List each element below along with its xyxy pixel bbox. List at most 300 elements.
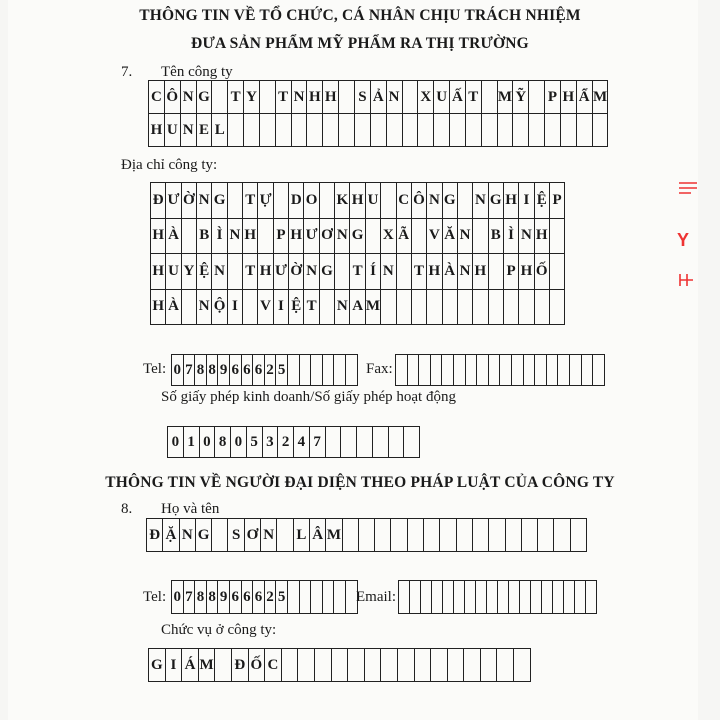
char-cell[interactable]: I (274, 290, 289, 326)
char-cell[interactable]: Ẩ (577, 81, 593, 114)
char-cell[interactable] (482, 114, 498, 147)
char-cell[interactable] (514, 649, 531, 682)
char-cell[interactable] (341, 427, 357, 458)
char-cell[interactable] (542, 581, 553, 614)
char-cell[interactable] (487, 581, 498, 614)
char-cell[interactable]: N (473, 183, 488, 219)
char-cell[interactable] (458, 183, 473, 219)
char-cell[interactable] (335, 254, 350, 290)
char-cell[interactable] (547, 355, 559, 386)
char-cell[interactable] (531, 581, 542, 614)
char-cell[interactable] (355, 114, 371, 147)
char-cell[interactable]: T (350, 254, 365, 290)
char-cell[interactable]: Ư (304, 219, 319, 255)
char-cell[interactable] (323, 355, 335, 386)
char-cell[interactable]: Y (182, 254, 197, 290)
char-cell[interactable] (513, 114, 529, 147)
char-cell[interactable]: Ỹ (513, 81, 529, 114)
char-cell[interactable]: 8 (207, 581, 219, 614)
char-cell[interactable] (228, 183, 243, 219)
char-cell[interactable]: Đ (151, 183, 166, 219)
char-cell[interactable]: 9 (218, 581, 230, 614)
char-cell[interactable]: 9 (218, 355, 230, 386)
char-cell[interactable] (575, 581, 586, 614)
char-cell[interactable]: H (243, 219, 258, 255)
char-cell[interactable]: Đ (232, 649, 249, 682)
char-cell[interactable]: H (323, 81, 339, 114)
char-cell[interactable]: N (427, 183, 442, 219)
char-cell[interactable] (243, 290, 258, 326)
char-cell[interactable] (500, 355, 512, 386)
char-cell[interactable] (473, 290, 488, 326)
char-cell[interactable]: C (397, 183, 412, 219)
char-cell[interactable]: P (550, 183, 565, 219)
char-cell[interactable]: Ư (274, 254, 289, 290)
char-cell[interactable]: P (274, 219, 289, 255)
char-cell[interactable]: Ờ (182, 183, 197, 219)
char-cell[interactable] (276, 114, 292, 147)
char-cell[interactable] (288, 581, 300, 614)
char-cell[interactable] (182, 219, 197, 255)
char-cell[interactable]: M (199, 649, 216, 682)
char-cell[interactable] (371, 114, 387, 147)
char-cell[interactable] (365, 649, 382, 682)
char-cell[interactable] (571, 519, 587, 552)
char-cell[interactable]: H (258, 254, 273, 290)
char-cell[interactable]: T (243, 254, 258, 290)
char-cell[interactable]: À (166, 290, 181, 326)
char-cell[interactable] (320, 290, 335, 326)
char-cell[interactable]: N (180, 519, 196, 552)
char-cell[interactable] (391, 519, 407, 552)
char-cell[interactable] (529, 81, 545, 114)
char-cell[interactable]: 0 (200, 427, 216, 458)
char-cell[interactable] (582, 355, 594, 386)
char-cell[interactable]: M (326, 519, 342, 552)
char-cell[interactable] (320, 183, 335, 219)
char-cell[interactable]: H (307, 81, 323, 114)
char-cell[interactable] (228, 114, 244, 147)
char-cell[interactable]: G (196, 519, 212, 552)
char-cell[interactable] (477, 355, 489, 386)
char-cell[interactable] (343, 519, 359, 552)
char-cell[interactable] (476, 581, 487, 614)
char-cell[interactable] (457, 519, 473, 552)
char-cell[interactable] (260, 81, 276, 114)
char-cell[interactable]: M (498, 81, 514, 114)
char-cell[interactable] (387, 114, 403, 147)
char-cell[interactable]: 2 (265, 581, 277, 614)
char-cell[interactable]: Ô (412, 183, 427, 219)
char-cell[interactable]: Ì (212, 219, 227, 255)
char-cell[interactable]: 8 (207, 355, 219, 386)
char-cell[interactable] (570, 355, 582, 386)
char-cell[interactable]: N (335, 290, 350, 326)
char-cell[interactable] (561, 114, 577, 147)
char-cell[interactable]: N (197, 183, 212, 219)
char-cell[interactable]: 0 (168, 427, 184, 458)
char-cell[interactable]: 8 (195, 581, 207, 614)
char-cell[interactable] (408, 355, 420, 386)
char-cell[interactable] (519, 290, 534, 326)
char-cell[interactable] (464, 649, 481, 682)
char-cell[interactable]: N (458, 254, 473, 290)
char-cell[interactable] (524, 355, 536, 386)
char-cell[interactable]: 7 (184, 355, 196, 386)
char-cell[interactable]: 6 (242, 355, 254, 386)
char-cell[interactable] (212, 81, 228, 114)
char-cell[interactable] (346, 355, 358, 386)
char-cell[interactable]: G (212, 183, 227, 219)
char-cell[interactable]: N (304, 254, 319, 290)
char-cell[interactable]: Ă (443, 219, 458, 255)
char-cell[interactable] (300, 581, 312, 614)
char-cell[interactable]: O (304, 183, 319, 219)
char-cell[interactable]: Đ (147, 519, 163, 552)
char-cell[interactable] (182, 290, 197, 326)
char-cell[interactable]: Ả (371, 81, 387, 114)
char-cell[interactable]: D (289, 183, 304, 219)
char-cell[interactable]: H (519, 254, 534, 290)
char-cell[interactable] (228, 254, 243, 290)
char-cell[interactable]: N (212, 254, 227, 290)
char-cell[interactable] (412, 290, 427, 326)
char-cell[interactable] (357, 427, 373, 458)
char-cell[interactable]: C (265, 649, 282, 682)
char-cell[interactable] (348, 649, 365, 682)
char-cell[interactable]: N (197, 290, 212, 326)
char-cell[interactable]: Ã (397, 219, 412, 255)
char-cell[interactable] (339, 81, 355, 114)
char-cell[interactable]: N (181, 81, 197, 114)
char-cell[interactable]: 7 (310, 427, 326, 458)
char-cell[interactable]: S (355, 81, 371, 114)
char-cell[interactable] (473, 219, 488, 255)
representative-email-grid (398, 580, 597, 614)
char-cell[interactable] (212, 519, 228, 552)
char-cell[interactable]: T (412, 254, 427, 290)
char-cell[interactable]: L (212, 114, 228, 147)
char-cell[interactable]: V (258, 290, 273, 326)
char-cell[interactable] (260, 114, 276, 147)
char-cell[interactable]: 2 (278, 427, 294, 458)
char-cell[interactable]: T (276, 81, 292, 114)
char-cell[interactable]: X (418, 81, 434, 114)
char-cell[interactable]: I (228, 290, 243, 326)
char-cell[interactable]: À (443, 254, 458, 290)
char-cell[interactable] (473, 519, 489, 552)
char-cell[interactable] (431, 649, 448, 682)
char-cell[interactable] (535, 290, 550, 326)
char-cell[interactable]: Ố (249, 649, 266, 682)
char-cell[interactable]: H (151, 290, 166, 326)
char-cell[interactable]: T (466, 81, 482, 114)
char-cell[interactable]: E (197, 114, 213, 147)
char-cell[interactable] (300, 355, 312, 386)
char-cell[interactable] (443, 581, 454, 614)
char-cell[interactable] (415, 649, 432, 682)
char-cell[interactable]: P (504, 254, 519, 290)
char-cell[interactable] (506, 519, 522, 552)
char-cell[interactable]: Ờ (289, 254, 304, 290)
char-cell[interactable] (323, 581, 335, 614)
char-cell[interactable] (520, 581, 531, 614)
char-cell[interactable]: 5 (276, 355, 288, 386)
char-cell[interactable] (323, 114, 339, 147)
char-cell[interactable]: G (350, 219, 365, 255)
char-cell[interactable]: I (519, 183, 534, 219)
char-cell[interactable]: Á (182, 649, 199, 682)
char-cell[interactable] (412, 219, 427, 255)
char-cell[interactable]: H (289, 219, 304, 255)
char-cell[interactable]: Ệ (535, 183, 550, 219)
char-cell[interactable]: 6 (230, 355, 242, 386)
char-cell[interactable]: Ộ (212, 290, 227, 326)
char-cell[interactable]: G (197, 81, 213, 114)
char-cell[interactable] (398, 649, 415, 682)
char-cell[interactable] (489, 290, 504, 326)
char-cell[interactable] (311, 355, 323, 386)
char-cell[interactable] (593, 355, 605, 386)
char-cell[interactable]: Y (244, 81, 260, 114)
char-cell[interactable] (397, 254, 412, 290)
char-cell[interactable] (504, 290, 519, 326)
char-cell[interactable]: B (489, 219, 504, 255)
char-cell[interactable]: 6 (230, 581, 242, 614)
char-cell[interactable] (403, 81, 419, 114)
char-cell[interactable]: 0 (172, 581, 184, 614)
char-cell[interactable]: H (427, 254, 442, 290)
char-cell[interactable]: M (593, 81, 609, 114)
char-cell[interactable] (489, 254, 504, 290)
char-cell[interactable]: H (151, 254, 166, 290)
char-cell[interactable] (381, 290, 396, 326)
char-cell[interactable] (498, 581, 509, 614)
char-cell[interactable]: Ơ (245, 519, 261, 552)
char-cell[interactable] (577, 114, 593, 147)
char-cell[interactable]: B (197, 219, 212, 255)
char-cell[interactable]: Ặ (163, 519, 179, 552)
char-cell[interactable]: N (228, 219, 243, 255)
char-cell[interactable]: H (151, 219, 166, 255)
char-cell[interactable] (292, 114, 308, 147)
char-cell[interactable]: 0 (231, 427, 247, 458)
char-cell[interactable] (311, 581, 323, 614)
char-cell[interactable] (442, 355, 454, 386)
char-cell[interactable]: 6 (242, 581, 254, 614)
char-cell[interactable]: H (561, 81, 577, 114)
char-cell[interactable]: H (504, 183, 519, 219)
char-cell[interactable]: 2 (265, 355, 277, 386)
char-cell[interactable] (522, 519, 538, 552)
char-cell[interactable] (359, 519, 375, 552)
char-cell[interactable]: T (304, 290, 319, 326)
char-cell[interactable] (307, 114, 323, 147)
char-cell[interactable]: N (387, 81, 403, 114)
char-cell[interactable] (454, 355, 466, 386)
char-cell[interactable] (466, 355, 478, 386)
char-cell[interactable] (334, 355, 346, 386)
char-cell[interactable] (421, 581, 432, 614)
char-cell[interactable]: N (519, 219, 534, 255)
char-cell[interactable]: 0 (172, 355, 184, 386)
char-cell[interactable] (326, 427, 342, 458)
char-cell[interactable] (381, 649, 398, 682)
char-cell[interactable] (277, 519, 293, 552)
char-cell[interactable] (339, 114, 355, 147)
char-cell[interactable] (564, 581, 575, 614)
char-cell[interactable]: 6 (253, 355, 265, 386)
char-cell[interactable]: P (545, 81, 561, 114)
char-cell[interactable] (509, 581, 520, 614)
char-cell[interactable] (482, 81, 498, 114)
char-cell[interactable] (450, 114, 466, 147)
char-cell[interactable]: H (473, 254, 488, 290)
char-cell[interactable] (404, 427, 420, 458)
char-cell[interactable] (458, 290, 473, 326)
char-cell[interactable]: Ố (535, 254, 550, 290)
char-cell[interactable] (512, 355, 524, 386)
char-cell[interactable]: Ệ (289, 290, 304, 326)
char-cell[interactable] (375, 519, 391, 552)
char-cell[interactable] (497, 649, 514, 682)
char-cell[interactable] (545, 114, 561, 147)
char-cell[interactable] (535, 355, 547, 386)
char-cell[interactable] (424, 519, 440, 552)
char-cell[interactable] (481, 649, 498, 682)
char-cell[interactable]: 5 (276, 581, 288, 614)
char-cell[interactable]: A (350, 290, 365, 326)
char-cell[interactable]: À (166, 219, 181, 255)
char-cell[interactable]: U (166, 254, 181, 290)
char-cell[interactable] (593, 114, 609, 147)
char-cell[interactable]: Ệ (197, 254, 212, 290)
char-cell[interactable] (397, 290, 412, 326)
char-cell[interactable] (448, 649, 465, 682)
char-cell[interactable] (550, 254, 565, 290)
char-cell[interactable]: T (243, 183, 258, 219)
char-cell[interactable] (550, 219, 565, 255)
char-cell[interactable]: Ấ (450, 81, 466, 114)
char-cell[interactable]: 1 (184, 427, 200, 458)
char-cell[interactable] (489, 519, 505, 552)
char-cell[interactable]: U (434, 81, 450, 114)
char-cell[interactable]: Ư (166, 183, 181, 219)
char-cell[interactable] (373, 427, 389, 458)
char-cell[interactable] (381, 183, 396, 219)
char-cell[interactable]: G (489, 183, 504, 219)
char-cell[interactable]: Ì (504, 219, 519, 255)
char-cell[interactable] (389, 427, 405, 458)
char-cell[interactable] (489, 355, 501, 386)
char-cell[interactable]: N (381, 254, 396, 290)
char-cell[interactable]: C (149, 81, 165, 114)
char-cell[interactable] (282, 649, 299, 682)
char-cell[interactable]: S (228, 519, 244, 552)
char-cell[interactable] (410, 581, 421, 614)
char-cell[interactable] (443, 290, 458, 326)
char-cell[interactable] (440, 519, 456, 552)
char-cell[interactable]: G (149, 649, 166, 682)
char-cell[interactable] (215, 649, 232, 682)
char-cell[interactable]: U (366, 183, 381, 219)
char-cell[interactable]: V (427, 219, 442, 255)
char-cell[interactable]: U (165, 114, 181, 147)
char-cell[interactable] (396, 355, 408, 386)
char-cell[interactable] (274, 183, 289, 219)
char-cell[interactable]: H (149, 114, 165, 147)
char-cell[interactable]: L (294, 519, 310, 552)
char-cell[interactable]: T (228, 81, 244, 114)
char-cell[interactable]: X (381, 219, 396, 255)
char-cell[interactable]: N (458, 219, 473, 255)
char-cell[interactable]: 8 (215, 427, 231, 458)
char-cell[interactable]: Ô (165, 81, 181, 114)
char-cell[interactable] (529, 114, 545, 147)
char-cell[interactable]: N (335, 219, 350, 255)
char-cell[interactable] (465, 581, 476, 614)
char-cell[interactable] (288, 355, 300, 386)
char-cell[interactable] (315, 649, 332, 682)
char-cell[interactable] (399, 581, 410, 614)
char-cell[interactable]: Ơ (320, 219, 335, 255)
char-cell[interactable] (332, 649, 349, 682)
char-cell[interactable]: H (350, 183, 365, 219)
char-cell[interactable]: H (535, 219, 550, 255)
char-cell[interactable]: G (320, 254, 335, 290)
char-cell[interactable] (498, 114, 514, 147)
char-cell[interactable] (466, 114, 482, 147)
char-cell[interactable] (554, 519, 570, 552)
char-cell[interactable]: N (261, 519, 277, 552)
char-cell[interactable]: K (335, 183, 350, 219)
char-cell[interactable] (427, 290, 442, 326)
char-cell[interactable] (431, 355, 443, 386)
char-cell[interactable]: 6 (253, 581, 265, 614)
char-cell[interactable]: Ự (258, 183, 273, 219)
char-cell[interactable] (408, 519, 424, 552)
char-cell[interactable]: Í (366, 254, 381, 290)
char-cell[interactable] (558, 355, 570, 386)
char-cell[interactable] (538, 519, 554, 552)
char-cell[interactable] (553, 581, 564, 614)
char-cell[interactable]: 4 (294, 427, 310, 458)
char-cell[interactable]: G (443, 183, 458, 219)
char-cell[interactable] (258, 219, 273, 255)
char-cell[interactable] (586, 581, 597, 614)
char-cell[interactable]: Â (310, 519, 326, 552)
char-cell[interactable] (403, 114, 419, 147)
char-cell[interactable]: M (366, 290, 381, 326)
char-cell[interactable] (418, 114, 434, 147)
char-cell[interactable] (244, 114, 260, 147)
char-cell[interactable] (454, 581, 465, 614)
char-cell[interactable] (550, 290, 565, 326)
char-cell[interactable]: 3 (263, 427, 279, 458)
char-cell[interactable] (419, 355, 431, 386)
char-cell[interactable]: I (166, 649, 183, 682)
char-cell[interactable] (432, 581, 443, 614)
char-cell[interactable] (298, 649, 315, 682)
char-cell[interactable]: N (181, 114, 197, 147)
char-cell[interactable]: 7 (184, 581, 196, 614)
char-cell[interactable] (434, 114, 450, 147)
char-cell[interactable]: 8 (195, 355, 207, 386)
char-cell[interactable] (366, 219, 381, 255)
char-cell[interactable] (334, 581, 346, 614)
char-cell[interactable]: 5 (247, 427, 263, 458)
char-cell[interactable]: N (292, 81, 308, 114)
